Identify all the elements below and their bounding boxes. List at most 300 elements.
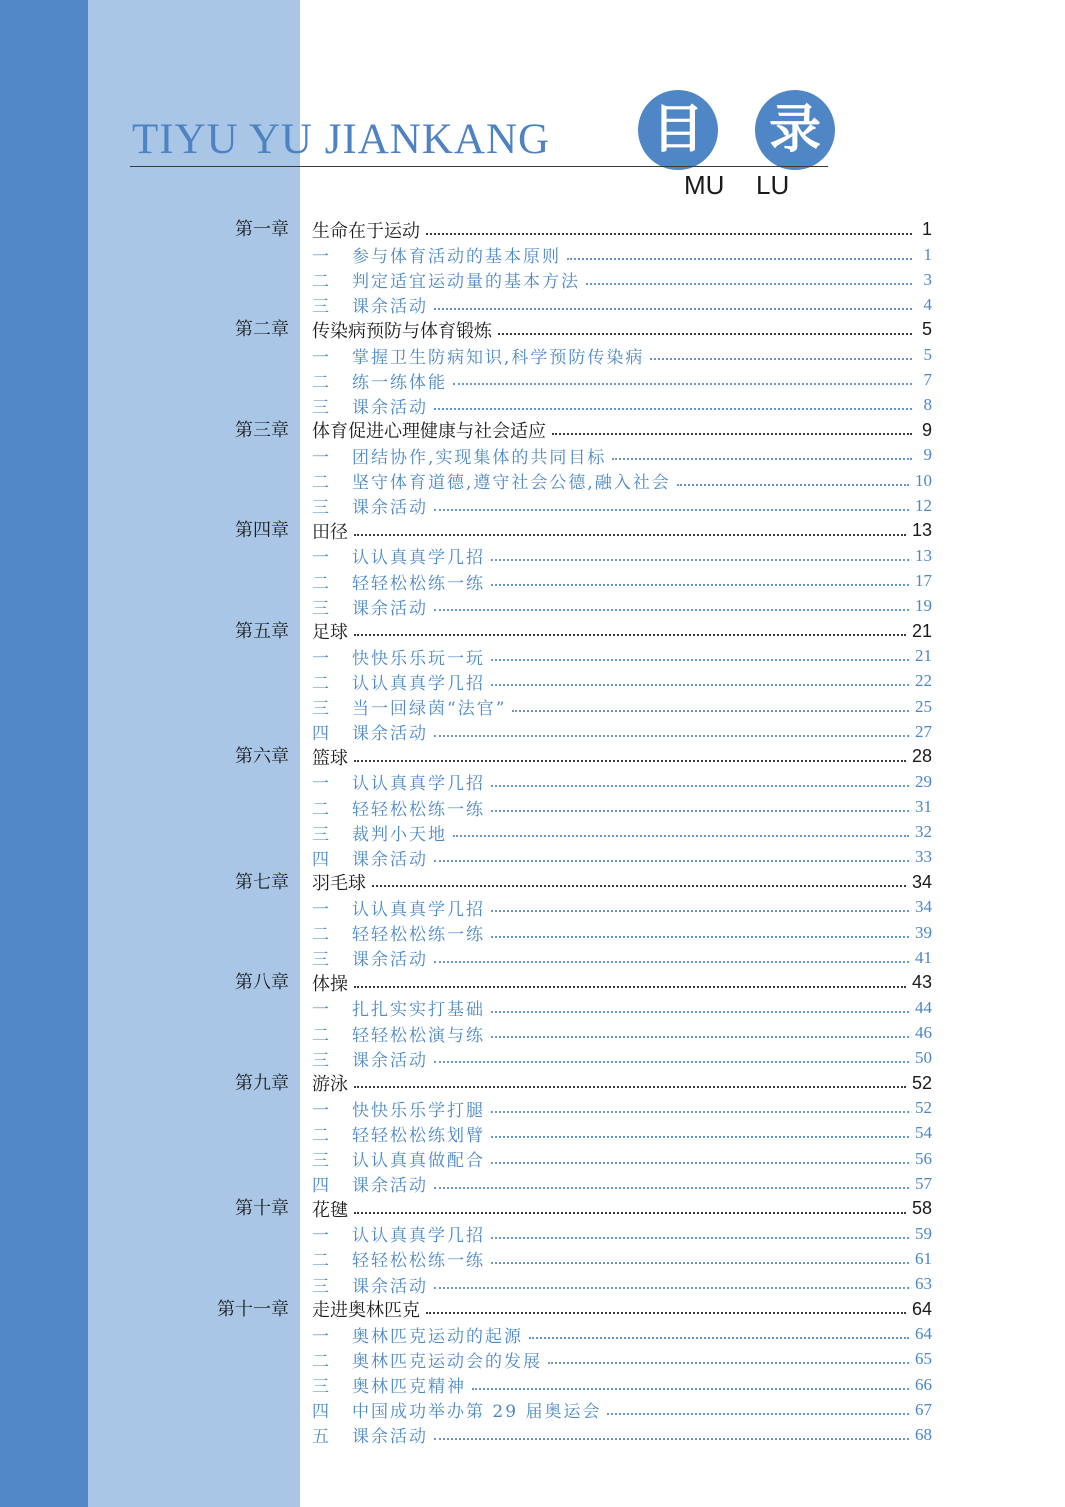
toc-section-row[interactable] <box>0 1372 1065 1397</box>
section-title: 认认真真学几招 <box>352 1226 485 1247</box>
toc-section-row[interactable] <box>0 343 1065 368</box>
page-number: 10 <box>915 470 932 490</box>
section-title: 轻轻松松练一练 <box>352 573 485 594</box>
section-entry[interactable] <box>312 267 932 292</box>
heading-pinyin-mu: MU <box>684 170 725 200</box>
page-number: 33 <box>915 847 932 867</box>
page-number: 13 <box>911 520 932 541</box>
section-entry[interactable] <box>312 1246 932 1271</box>
section-number: 二 <box>312 573 329 594</box>
section-entry[interactable] <box>312 594 932 619</box>
chapter-label: 第二章 <box>235 319 289 341</box>
dot-leader <box>650 358 912 360</box>
section-number: 五 <box>312 1427 329 1448</box>
section-number: 三 <box>312 1050 329 1071</box>
page-number: 9 <box>923 445 932 465</box>
dot-leader <box>354 1086 906 1088</box>
section-title: 裁判小天地 <box>352 824 447 845</box>
section-number: 三 <box>312 824 329 845</box>
section-number: 一 <box>312 774 329 795</box>
section-number: 二 <box>312 372 329 393</box>
dot-leader <box>372 885 906 887</box>
section-number: 三 <box>312 598 329 619</box>
table-of-contents <box>0 217 1065 1447</box>
section-title: 奥林匹克运动会的发展 <box>352 1351 542 1372</box>
page-number: 68 <box>915 1424 932 1444</box>
toc-chapter-row[interactable] <box>0 619 1065 644</box>
page-number: 25 <box>915 696 932 716</box>
heading-circle-lu: 录 <box>755 90 835 170</box>
dot-leader <box>491 785 909 787</box>
toc-chapter-row[interactable] <box>0 870 1065 895</box>
section-title: 判定适宜运动量的基本方法 <box>352 272 580 293</box>
dot-leader <box>434 1061 909 1063</box>
page-number: 63 <box>915 1274 932 1294</box>
section-number: 三 <box>312 498 329 519</box>
section-entry[interactable] <box>312 820 932 845</box>
toc-chapter-row[interactable] <box>0 418 1065 443</box>
chapter-label: 第七章 <box>235 871 289 893</box>
page-number: 44 <box>915 997 932 1017</box>
chapter-entry[interactable] <box>312 619 932 644</box>
page-number: 43 <box>911 972 932 993</box>
section-entry[interactable] <box>312 945 932 970</box>
section-entry[interactable] <box>312 443 932 468</box>
section-number: 四 <box>312 1402 329 1423</box>
dot-leader <box>434 308 912 310</box>
page-number: 9 <box>921 419 932 440</box>
toc-chapter-row[interactable] <box>0 1297 1065 1322</box>
section-entry[interactable] <box>312 1171 932 1196</box>
chapter-label: 第三章 <box>235 419 289 441</box>
toc-section-row[interactable] <box>0 1021 1065 1046</box>
section-title: 课余活动 <box>352 498 428 519</box>
section-number: 三 <box>312 1276 329 1297</box>
section-title: 课余活动 <box>352 1050 428 1071</box>
section-number: 三 <box>312 397 329 418</box>
section-entry[interactable] <box>312 795 932 820</box>
section-title: 坚守体育道德,遵守社会公德,融入社会 <box>352 473 671 494</box>
page-number: 50 <box>915 1048 932 1068</box>
section-entry[interactable] <box>312 1397 932 1422</box>
section-number: 三 <box>312 699 329 720</box>
toc-section-row[interactable] <box>0 795 1065 820</box>
section-entry[interactable] <box>312 1021 932 1046</box>
section-entry[interactable] <box>312 920 932 945</box>
toc-section-row[interactable] <box>0 569 1065 594</box>
page-number: 46 <box>915 1023 932 1042</box>
chapter-title: 田径 <box>312 521 348 543</box>
toc-section-row[interactable] <box>0 543 1065 568</box>
toc-chapter-row[interactable] <box>0 744 1065 769</box>
page-number: 57 <box>915 1173 932 1193</box>
section-entry[interactable] <box>312 292 932 317</box>
dot-leader <box>472 1388 909 1390</box>
section-entry[interactable] <box>312 719 932 744</box>
chapter-label: 第六章 <box>235 746 289 768</box>
page-number: 64 <box>915 1324 932 1344</box>
section-title: 奥林匹克精神 <box>352 1377 466 1398</box>
dot-leader <box>434 609 909 611</box>
dot-leader <box>453 383 912 385</box>
chapter-label: 第五章 <box>235 620 289 642</box>
dot-leader <box>491 559 909 561</box>
page-number: 29 <box>915 771 932 791</box>
section-entry[interactable] <box>312 468 932 493</box>
section-title: 课余活动 <box>352 297 428 318</box>
section-number: 一 <box>312 899 329 920</box>
section-number: 二 <box>312 1025 329 1046</box>
toc-section-row[interactable] <box>0 694 1065 719</box>
section-title: 轻轻松松演与练 <box>352 1025 485 1046</box>
dot-leader <box>512 710 909 712</box>
toc-section-row[interactable] <box>0 1322 1065 1347</box>
dot-leader <box>434 1187 909 1189</box>
section-title: 课余活动 <box>352 397 428 418</box>
toc-chapter-row[interactable] <box>0 970 1065 995</box>
section-number: 二 <box>312 925 329 946</box>
toc-section-row[interactable] <box>0 292 1065 317</box>
toc-section-row[interactable] <box>0 945 1065 970</box>
dot-leader <box>491 910 909 912</box>
section-entry[interactable] <box>312 543 932 568</box>
dot-leader <box>354 1212 906 1214</box>
section-title: 认认真真学几招 <box>352 548 485 569</box>
toc-section-row[interactable] <box>0 995 1065 1020</box>
chapter-title: 体育促进心理健康与社会适应 <box>312 421 546 443</box>
dot-leader <box>434 408 912 410</box>
section-entry[interactable] <box>312 769 932 794</box>
section-entry[interactable] <box>312 1221 932 1246</box>
toc-section-row[interactable] <box>0 1347 1065 1372</box>
dot-leader <box>426 233 912 235</box>
dot-leader <box>354 760 906 762</box>
section-entry[interactable] <box>312 995 932 1020</box>
chapter-label: 第一章 <box>235 219 289 240</box>
dot-leader <box>498 333 912 335</box>
toc-section-row[interactable] <box>0 820 1065 845</box>
section-title: 认认真真学几招 <box>352 774 485 795</box>
dot-leader <box>586 283 912 285</box>
section-number: 四 <box>312 849 329 870</box>
section-number: 三 <box>312 297 329 318</box>
dot-leader <box>529 1337 909 1339</box>
chapter-label: 第十一章 <box>217 1298 289 1320</box>
chapter-title: 传染病预防与体育锻炼 <box>312 320 492 342</box>
section-entry[interactable] <box>312 368 932 393</box>
page-number: 7 <box>923 370 932 390</box>
toc-section-row[interactable] <box>0 1171 1065 1196</box>
section-title: 课余活动 <box>352 598 428 619</box>
page-number: 5 <box>923 345 932 365</box>
toc-section-row[interactable] <box>0 719 1065 744</box>
toc-section-row[interactable] <box>0 1096 1065 1121</box>
section-title: 轻轻松松练一练 <box>352 1251 485 1272</box>
section-title: 认认真真做配合 <box>352 1151 485 1172</box>
section-number: 一 <box>312 347 329 368</box>
chapter-title: 足球 <box>312 622 348 644</box>
section-title: 参与体育活动的基本原则 <box>352 247 561 268</box>
page-number: 64 <box>911 1298 932 1319</box>
section-entry[interactable] <box>312 493 932 518</box>
toc-section-row[interactable] <box>0 1246 1065 1271</box>
section-number: 一 <box>312 1326 329 1347</box>
chapter-entry[interactable] <box>312 870 932 895</box>
page-number: 19 <box>915 596 932 616</box>
section-number: 四 <box>312 724 329 745</box>
dot-leader <box>491 1011 909 1013</box>
section-entry[interactable] <box>312 569 932 594</box>
page-number: 8 <box>923 395 932 415</box>
dot-leader <box>434 961 909 963</box>
dot-leader <box>677 484 909 486</box>
section-title: 快快乐乐玩一玩 <box>352 648 485 669</box>
section-number: 二 <box>312 272 329 293</box>
dot-leader <box>434 509 909 511</box>
section-entry[interactable] <box>312 1046 932 1071</box>
page-number: 4 <box>923 294 932 314</box>
section-title: 轻轻松松练一练 <box>352 799 485 820</box>
dot-leader <box>491 810 909 812</box>
toc-chapter-row[interactable] <box>0 317 1065 342</box>
page-number: 21 <box>915 646 932 666</box>
section-entry[interactable] <box>312 845 932 870</box>
toc-section-row[interactable] <box>0 1221 1065 1246</box>
dot-leader <box>354 986 906 988</box>
page-number: 58 <box>911 1198 932 1219</box>
section-entry[interactable] <box>312 242 932 267</box>
toc-section-row[interactable] <box>0 594 1065 619</box>
toc-chapter-row[interactable] <box>0 518 1065 543</box>
dot-leader <box>491 684 909 686</box>
toc-section-row[interactable] <box>0 920 1065 945</box>
dot-leader <box>426 1312 906 1314</box>
chapter-title: 游泳 <box>312 1074 348 1096</box>
page-number: 41 <box>915 947 932 967</box>
section-number: 二 <box>312 1251 329 1272</box>
page-number: 54 <box>915 1123 932 1143</box>
section-entry[interactable] <box>312 1272 932 1297</box>
chapter-label: 第十章 <box>235 1198 289 1220</box>
toc-section-row[interactable] <box>0 895 1065 920</box>
toc-section-row[interactable] <box>0 493 1065 518</box>
page-number: 31 <box>915 797 932 817</box>
toc-chapter-row[interactable] <box>0 1071 1065 1096</box>
section-number: 一 <box>312 1226 329 1247</box>
section-number: 二 <box>312 1125 329 1146</box>
toc-section-row[interactable] <box>0 468 1065 493</box>
section-number: 一 <box>312 1000 329 1021</box>
toc-section-row[interactable] <box>0 1397 1065 1422</box>
section-entry[interactable] <box>312 343 932 368</box>
section-entry[interactable] <box>312 393 932 418</box>
toc-section-row[interactable] <box>0 1146 1065 1171</box>
dot-leader <box>612 458 912 460</box>
chapter-title: 花毽 <box>312 1199 348 1221</box>
section-number: 二 <box>312 799 329 820</box>
dot-leader <box>491 1036 909 1038</box>
toc-section-row[interactable] <box>0 1046 1065 1071</box>
section-number: 一 <box>312 447 329 468</box>
chapter-entry[interactable] <box>312 970 932 995</box>
chapter-title: 体操 <box>312 973 348 995</box>
section-number: 一 <box>312 1100 329 1121</box>
toc-section-row[interactable] <box>0 1121 1065 1146</box>
dot-leader <box>607 1413 909 1415</box>
page-number: 65 <box>915 1349 932 1369</box>
chapter-title: 羽毛球 <box>312 873 366 895</box>
page-number: 13 <box>915 545 932 565</box>
section-title: 奥林匹克运动的起源 <box>352 1326 523 1347</box>
section-title: 扎扎实实打基础 <box>352 1000 485 1021</box>
chapter-entry[interactable] <box>312 317 932 342</box>
toc-section-row[interactable] <box>0 443 1065 468</box>
section-entry[interactable] <box>312 1121 932 1146</box>
section-title: 掌握卫生防病知识,科学预防传染病 <box>352 347 645 368</box>
dot-leader <box>354 534 906 536</box>
page-number: 56 <box>915 1148 932 1168</box>
section-title: 认认真真学几招 <box>352 673 485 694</box>
section-title: 中国成功举办第 29 届奥运会 <box>352 1402 602 1423</box>
chapter-title: 篮球 <box>312 747 348 769</box>
page-number: 39 <box>915 922 932 942</box>
section-entry[interactable] <box>312 1096 932 1121</box>
section-number: 三 <box>312 1377 329 1398</box>
page-number: 32 <box>915 822 932 842</box>
section-title: 快快乐乐学打腿 <box>352 1100 485 1121</box>
dot-leader <box>434 860 909 862</box>
dot-leader <box>567 258 912 260</box>
toc-section-row[interactable] <box>0 669 1065 694</box>
page-number: 22 <box>915 671 932 691</box>
page-number: 52 <box>915 1098 932 1118</box>
section-entry[interactable] <box>312 1347 932 1372</box>
chapter-title: 走进奥林匹克 <box>312 1300 420 1322</box>
heading-circle-mu: 目 <box>638 90 718 170</box>
chapter-title: 生命在于运动 <box>312 220 420 242</box>
toc-section-row[interactable] <box>0 368 1065 393</box>
toc-chapter-row[interactable] <box>0 217 1065 242</box>
chapter-entry[interactable] <box>312 518 932 543</box>
dot-leader <box>491 584 909 586</box>
toc-section-row[interactable] <box>0 267 1065 292</box>
section-entry[interactable] <box>312 895 932 920</box>
dot-leader <box>548 1362 909 1364</box>
page-number: 12 <box>915 495 932 515</box>
section-number: 二 <box>312 473 329 494</box>
dot-leader <box>434 735 909 737</box>
page-number: 3 <box>923 269 932 289</box>
section-entry[interactable] <box>312 1422 932 1447</box>
page-number: 21 <box>911 620 932 641</box>
page-number: 1 <box>923 244 932 264</box>
page-number: 66 <box>915 1374 932 1394</box>
toc-section-row[interactable] <box>0 242 1065 267</box>
chapter-entry[interactable] <box>312 1297 932 1322</box>
dot-leader <box>434 1287 909 1289</box>
section-entry[interactable] <box>312 669 932 694</box>
toc-section-row[interactable] <box>0 769 1065 794</box>
section-title: 课余活动 <box>352 849 428 870</box>
dot-leader <box>491 1136 909 1138</box>
section-entry[interactable] <box>312 1322 932 1347</box>
page-number: 17 <box>915 571 932 591</box>
section-title: 课余活动 <box>352 1276 428 1297</box>
section-entry[interactable] <box>312 1146 932 1171</box>
dot-leader <box>453 835 909 837</box>
page-number: 5 <box>921 319 932 340</box>
chapter-entry[interactable] <box>312 744 932 769</box>
chapter-entry[interactable] <box>312 1071 932 1096</box>
chapter-entry[interactable] <box>312 217 932 242</box>
page-number: 1 <box>921 219 932 239</box>
section-entry[interactable] <box>312 1372 932 1397</box>
section-title: 课余活动 <box>352 724 428 745</box>
section-title: 轻轻松松练划臂 <box>352 1125 485 1146</box>
toc-section-row[interactable] <box>0 1272 1065 1297</box>
page-number: 52 <box>911 1072 932 1093</box>
page-number: 27 <box>915 721 932 741</box>
dot-leader <box>491 659 909 661</box>
section-number: 一 <box>312 648 329 669</box>
dot-leader <box>491 1262 909 1264</box>
header-divider <box>130 166 828 167</box>
section-number: 一 <box>312 548 329 569</box>
section-number: 一 <box>312 247 329 268</box>
series-title: TIYU YU JIANKANG <box>132 116 551 163</box>
section-number: 二 <box>312 673 329 694</box>
section-title: 课余活动 <box>352 1176 428 1197</box>
chapter-entry[interactable] <box>312 418 932 443</box>
chapter-label: 第八章 <box>235 972 289 994</box>
dot-leader <box>434 1438 909 1440</box>
section-title: 课余活动 <box>352 1427 428 1448</box>
section-title: 练一练体能 <box>352 372 447 393</box>
page-number: 59 <box>915 1223 932 1243</box>
section-entry[interactable] <box>312 694 932 719</box>
heading-pinyin-lu: LU <box>756 170 790 200</box>
section-title: 认认真真学几招 <box>352 899 485 920</box>
chapter-entry[interactable] <box>312 1196 932 1221</box>
dot-leader <box>552 433 912 435</box>
section-title: 课余活动 <box>352 950 428 971</box>
toc-chapter-row[interactable] <box>0 1196 1065 1221</box>
dot-leader <box>491 1237 909 1239</box>
dot-leader <box>491 1162 909 1164</box>
section-number: 二 <box>312 1351 329 1372</box>
toc-section-row[interactable] <box>0 393 1065 418</box>
section-title: 团结协作,实现集体的共同目标 <box>352 447 607 468</box>
section-title: 轻轻松松练一练 <box>352 925 485 946</box>
section-number: 四 <box>312 1176 329 1197</box>
toc-section-row[interactable] <box>0 1422 1065 1447</box>
section-number: 三 <box>312 1151 329 1172</box>
page-number: 28 <box>911 746 932 767</box>
dot-leader <box>491 936 909 938</box>
section-number: 三 <box>312 950 329 971</box>
dot-leader <box>491 1111 909 1113</box>
page-number: 34 <box>915 897 932 917</box>
toc-section-row[interactable] <box>0 845 1065 870</box>
page-number: 61 <box>915 1248 932 1268</box>
section-entry[interactable] <box>312 644 932 669</box>
page-number: 34 <box>911 871 932 892</box>
chapter-label: 第四章 <box>235 520 289 542</box>
page-number: 67 <box>915 1399 932 1419</box>
section-title: 当一回绿茵“法官” <box>352 699 507 720</box>
toc-section-row[interactable] <box>0 644 1065 669</box>
dot-leader <box>354 634 906 636</box>
